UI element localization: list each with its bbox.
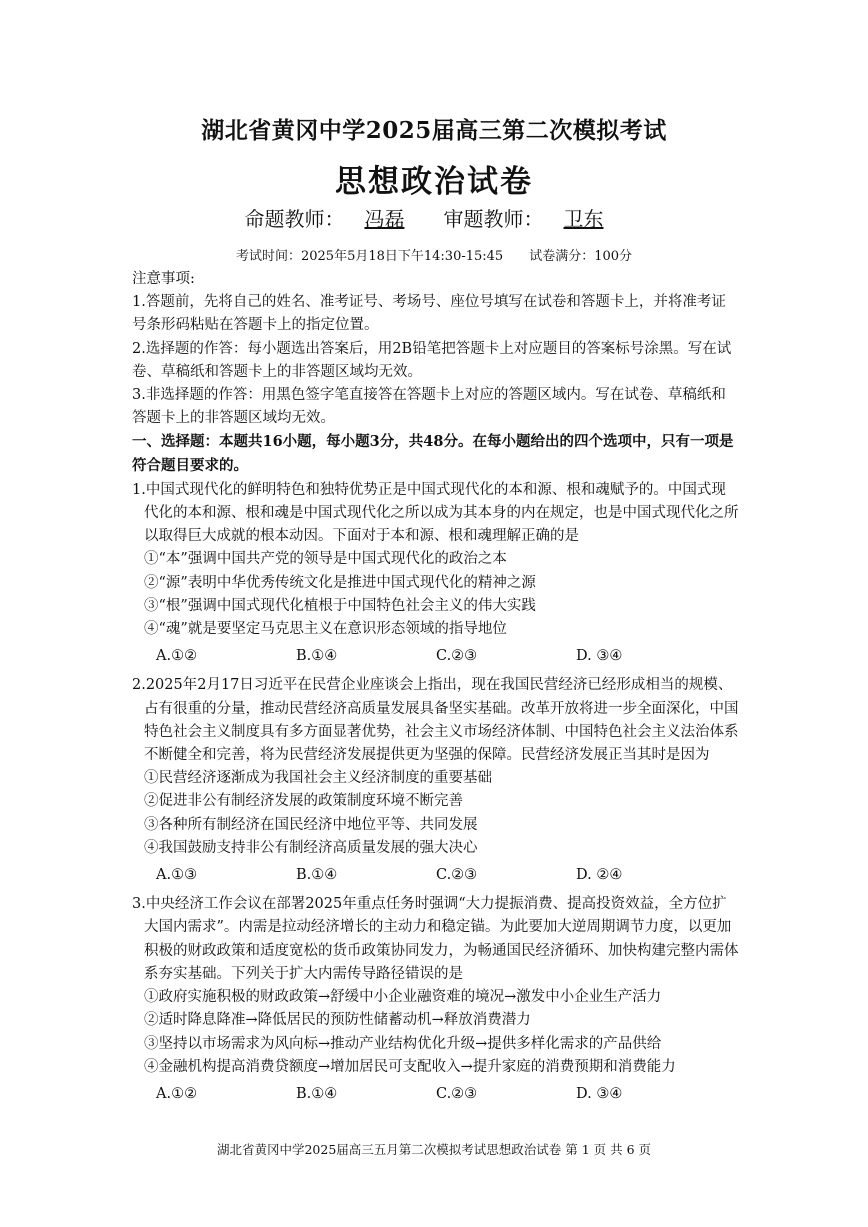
answer-options [132,645,740,668]
question-stem: 3.中央经济工作会议在部署2025年重点任务时强调“大力提振消费、提高投资效益，全方位扩大国内需求”。内需是拉动经济增长的主动力和稳定锚。为此要加大逆周期调节力度，以更加积极的财政政策和适度宽松的货币政策协同发力，为畅通国民经济循环、加快构建完整内需体系夯实基础。下列关于扩大内需传导路径错误的是 [132,896,739,982]
option-d: D. ③④ [576,648,623,665]
page-footer: 湖北省黄冈中学2025届高三五月第二次模拟考试思想政治试卷 第 1 页 共 6 页 [216,1142,652,1157]
option-c: C.②③ [436,648,478,665]
option-b: B.①④ [296,867,338,884]
question-item: ②适时降息降准→降低居民的预防性储蓄动机→释放消费潜力 [144,1012,531,1029]
option-b: B.①④ [296,648,338,665]
option-a: A.①③ [156,867,198,884]
setter-name: 冯磊 [364,207,405,231]
option-d: D. ③④ [576,1085,623,1102]
reviewer-name: 卫东 [563,207,604,231]
section-heading: 一、选择题：本题共16小题，每小题3分，共48分。在每小题给出的四个选项中，只有一项是符合题目要求的。 [132,433,734,474]
question-stem: 1.中国式现代化的鲜明特色和独特优势正是中国式现代化的本和源、根和魂赋予的。中国式现代化的本和源、根和魂是中国式现代化之所以成为其本身的内在规定，也是中国式现代化之所以取得巨大成就的根本动因。下面对于本和源、根和魂理解正确的是 [132,481,739,545]
answer-options [132,864,740,887]
question-stem: 2.2025年2月17日习近平在民营企业座谈会上指出，现在我国民营经济已经形成相当的规模、占有很重的分量，推动民营经济高质量发展具备坚实基础。改革开放将进一步全面深化，中国特色社会主义制度具有多方面显著优势，社会主义市场经济体制、中国特色社会主义法治体系不断健全和完善，将为民营经济发展提供更为坚强的保障。民营经济发展正当其时是因为 [132,677,739,764]
exam-title: 湖北省黄冈中学2025届高三第二次模拟考试 [201,117,667,144]
option-c: C.②③ [436,867,478,884]
option-a: A.①② [156,648,198,665]
option-a: A.①② [156,1085,198,1102]
question-item: ②“源”表明中华优秀传统文化是推进中国式现代化的精神之源 [144,574,536,591]
question-item: ③坚持以市场需求为风向标→推动产业结构优化升级→提供多样化需求的产品供给 [144,1035,662,1052]
question-item: ①政府实施积极的财政政策→舒缓中小企业融资难的境况→激发中小企业生产活力 [144,989,662,1006]
notice-heading: 注意事项: [132,271,195,287]
question-2 [132,674,740,887]
option-b: B.①④ [296,1085,338,1102]
question-1 [132,479,740,669]
reviewer-label: 审题教师： [443,207,544,231]
notice-item: 1.答题前，先将自己的姓名、准考证号、考场号、座位号填写在试卷和答题卡上，并将准考证号条形码粘贴在答题卡上的指定位置。 [132,294,726,334]
exam-subtitle: 思想政治试卷 [335,164,533,200]
question-3 [132,893,740,1106]
question-item: ①民营经济逐渐成为我国社会主义经济制度的重要基础 [144,770,492,787]
question-item: ①“本”强调中国共产党的领导是中国式现代化的政治之本 [144,551,507,568]
setter-label: 命题教师： [244,207,345,231]
notice-item: 3.非选择题的作答：用黑色签字笔直接答在答题卡上对应的答题区域内。写在试卷、草稿纸和答题卡上的非答题区域均无效。 [132,387,726,427]
question-item: ②促进非公有制经济发展的政策制度环境不断完善 [144,793,463,810]
question-item: ④“魂”就是要坚定马克思主义在意识形态领域的指导地位 [144,621,507,638]
option-c: C.②③ [436,1085,478,1102]
answer-options [132,1083,740,1106]
option-d: D. ②④ [576,867,623,884]
exam-body [132,268,740,1112]
question-item: ④我国鼓励支持非公有制经济高质量发展的强大决心 [144,839,478,856]
teacher-line [0,203,868,232]
question-item: ③各种所有制经济在国民经济中地位平等、共同发展 [144,816,478,833]
question-item: ④金融机构提高消费贷额度→增加居民可支配收入→提升家庭的消费预期和消费能力 [144,1058,676,1075]
question-item: ③“根”强调中国式现代化植根于中国特色社会主义的伟大实践 [144,597,536,614]
notice-item: 2.选择题的作答：每小题选出答案后，用2B铅笔把答题卡上对应题目的答案标号涂黑。写在试卷、草稿纸和答题卡上的非答题区域均无效。 [132,340,732,380]
exam-info: 考试时间：2025年5月18日下午14:30-15:45 试卷满分：100分 [235,249,633,264]
